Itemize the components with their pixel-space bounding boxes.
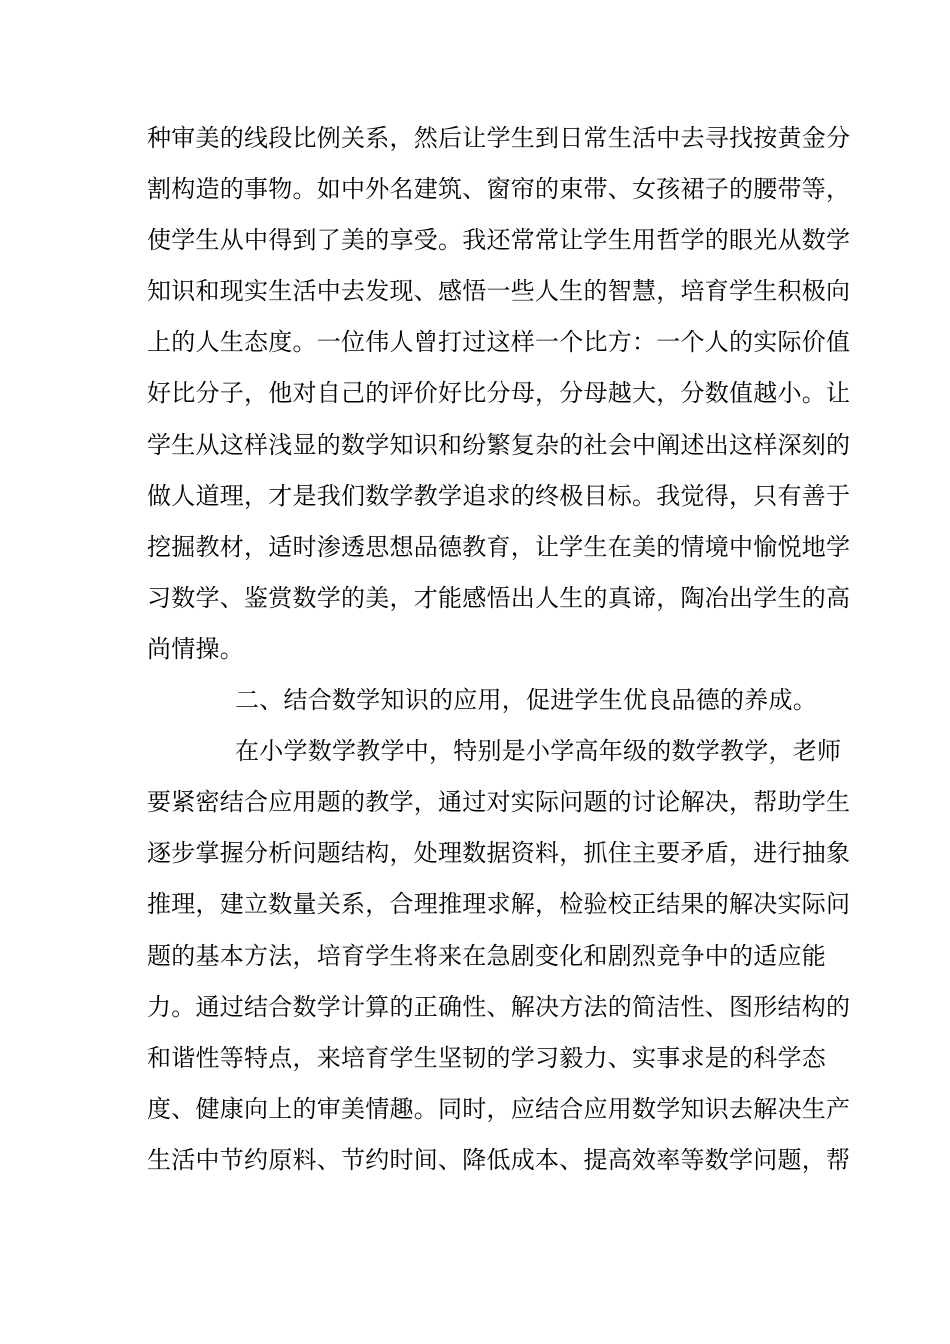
paragraph-first-line: 在小学数学教学中，特别是小学高年级的数学教学，老师 <box>235 737 842 766</box>
text-line: 度、健康向上的审美情趣。同时，应结合应用数学知识去解决生产 <box>147 1094 851 1123</box>
text-line: 做人道理，才是我们数学教学追求的终极目标。我觉得，只有善于 <box>147 481 851 510</box>
text-line: 和谐性等特点，来培育学生坚韧的学习毅力、实事求是的科学态 <box>147 1043 826 1072</box>
text-line: 种审美的线段比例关系，然后让学生到日常生活中去寻找按黄金分 <box>147 124 851 152</box>
text-line: 尚情操。 <box>147 634 244 663</box>
text-line: 生活中节约原料、节约时间、降低成本、提高效率等数学问题，帮 <box>147 1145 851 1174</box>
text-line: 学生从这样浅显的数学知识和纷繁复杂的社会中阐述出这样深刻的 <box>147 430 851 459</box>
text-line: 要紧密结合应用题的教学，通过对实际问题的讨论解决，帮助学生 <box>147 788 851 817</box>
text-line: 好比分子，他对自己的评价好比分母，分母越大，分数值越小。让 <box>147 379 851 408</box>
text-line: 使学生从中得到了美的享受。我还常常让学生用哲学的眼光从数学 <box>147 226 851 255</box>
text-line: 上的人生态度。一位伟人曾打过这样一个比方：一个人的实际价值 <box>147 328 851 357</box>
section-heading: 二、结合数学知识的应用，促进学生优良品德的养成。 <box>235 686 817 715</box>
body-text <box>147 121 851 1194</box>
text-line: 习数学、鉴赏数学的美，才能感悟出人生的真谛，陶冶出学生的高 <box>147 583 851 612</box>
text-line: 割构造的事物。如中外名建筑、窗帘的束带、女孩裙子的腰带等， <box>147 175 851 204</box>
text-line: 推理，建立数量关系，合理推理求解，检验校正结果的解决实际问 <box>147 890 851 919</box>
text-line: 力。通过结合数学计算的正确性、解决方法的简洁性、图形结构的 <box>147 992 851 1021</box>
text-line: 挖掘教材，适时渗透思想品德教育，让学生在美的情境中愉悦地学 <box>147 532 851 561</box>
text-line: 逐步掌握分析问题结构，处理数据资料，抓住主要矛盾，进行抽象 <box>147 839 851 868</box>
text-line: 知识和现实生活中去发现、感悟一些人生的智慧，培育学生积极向 <box>147 277 851 306</box>
text-line: 题的基本方法，培育学生将来在急剧变化和剧烈竞争中的适应能 <box>147 941 826 970</box>
